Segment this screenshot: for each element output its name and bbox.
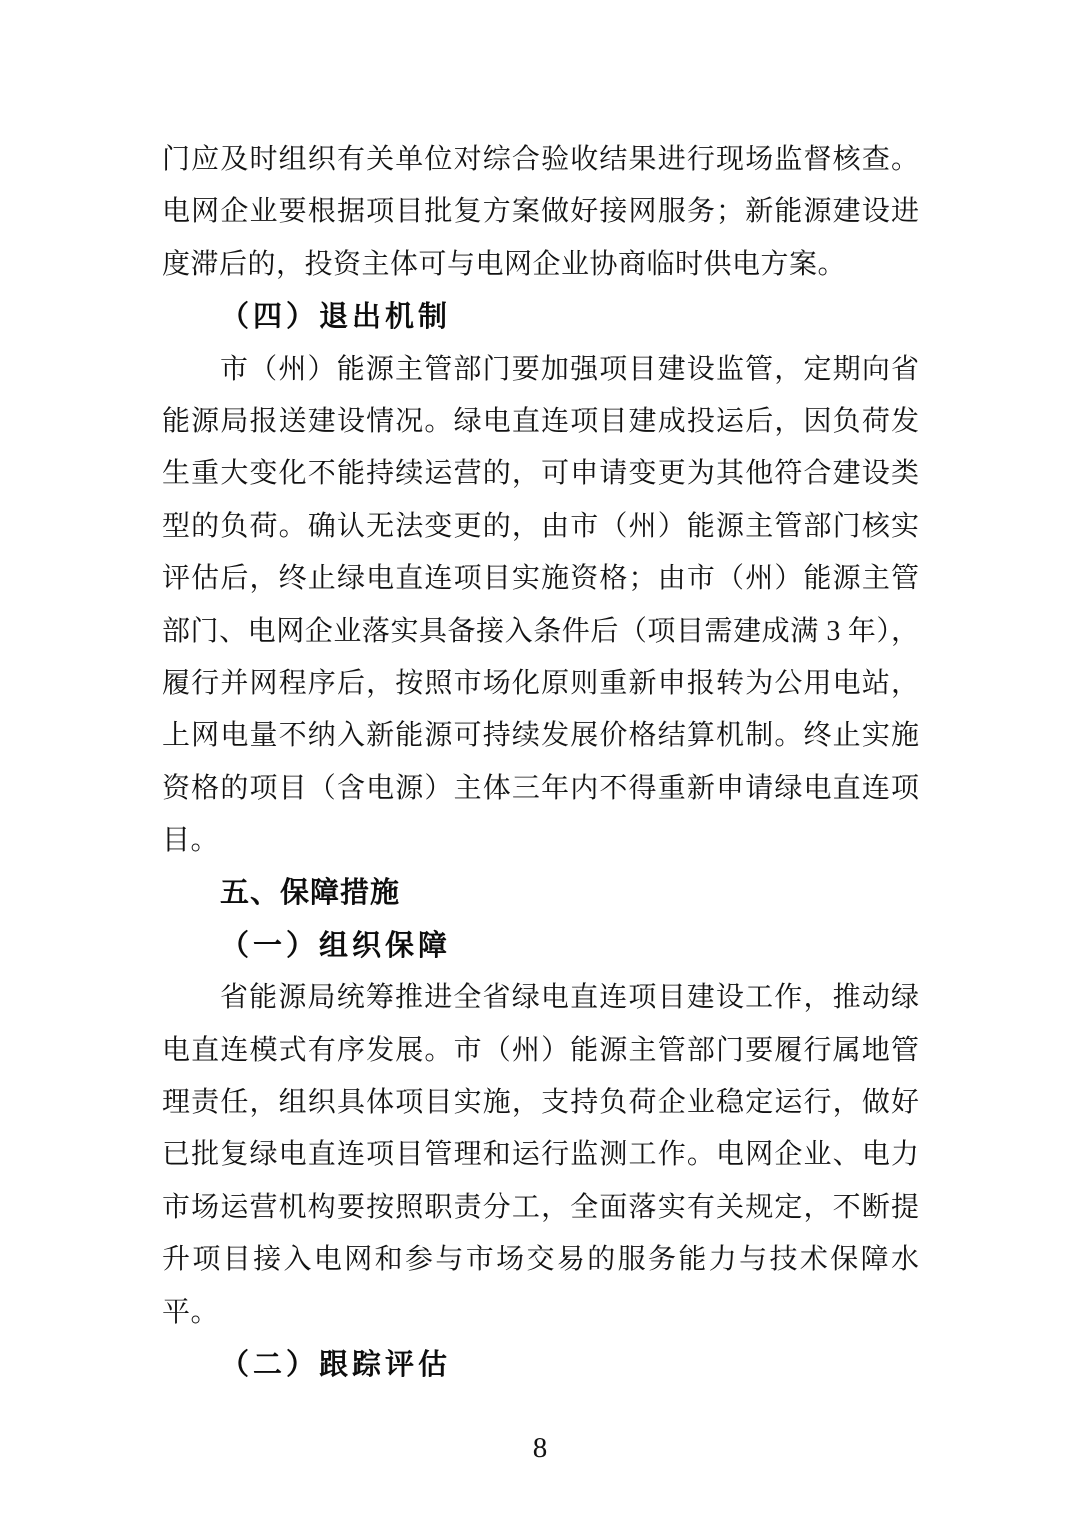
body-line: 平。 (162, 1296, 220, 1328)
body-line: 资格的项目（含电源）主体三年内不得重新申请绿电直连项 (162, 772, 919, 804)
body-line: 省能源局统筹推进全省绿电直连项目建设工作，推动绿 (220, 982, 919, 1014)
body-line: 已批复绿电直连项目管理和运行监测工作。电网企业、电力 (162, 1139, 919, 1171)
page-number: 8 (532, 1432, 548, 1464)
section-heading: （四）退出机制 (220, 301, 452, 334)
body-line: 生重大变化不能持续运营的，可申请变更为其他符合建设类 (162, 458, 919, 490)
body-line: 上网电量不纳入新能源可持续发展价格结算机制。终止实施 (162, 720, 919, 752)
body-line: 能源局报送建设情况。绿电直连项目建成投运后，因负荷发 (162, 405, 919, 437)
section-heading: 五、保障措施 (220, 877, 401, 910)
body-line: 部门、电网企业落实具备接入条件后（项目需建成满 3 年）， (162, 615, 919, 647)
body-line: 型的负荷。确认无法变更的，由市（州）能源主管部门核实 (162, 510, 919, 542)
body-line: 电直连模式有序发展。市（州）能源主管部门要履行属地管 (162, 1034, 919, 1066)
body-line: 电网企业要根据项目批复方案做好接网服务；新能源建设进 (162, 196, 919, 228)
body-line: 门应及时组织有关单位对综合验收结果进行现场监督核查。 (162, 144, 919, 175)
section-heading: （二）跟踪评估 (220, 1348, 452, 1381)
body-line: 度滞后的，投资主体可与电网企业协商临时供电方案。 (162, 248, 847, 280)
section-heading: （一）组织保障 (220, 929, 452, 962)
body-line: 升项目接入电网和参与市场交易的服务能力与技术保障水 (162, 1244, 919, 1276)
body-line: 理责任，组织具体项目实施，支持负荷企业稳定运行，做好 (162, 1087, 919, 1119)
body-line: 评估后，终止绿电直连项目实施资格；由市（州）能源主管 (162, 563, 919, 595)
body-line: 履行并网程序后，按照市场化原则重新申报转为公用电站， (162, 667, 919, 699)
body-line: 市场运营机构要按照职责分工，全面落实有关规定，不断提 (162, 1191, 919, 1223)
body-line: 目。 (162, 825, 220, 857)
document-body (162, 134, 919, 1391)
body-line: 市（州）能源主管部门要加强项目建设监管，定期向省 (220, 353, 919, 385)
